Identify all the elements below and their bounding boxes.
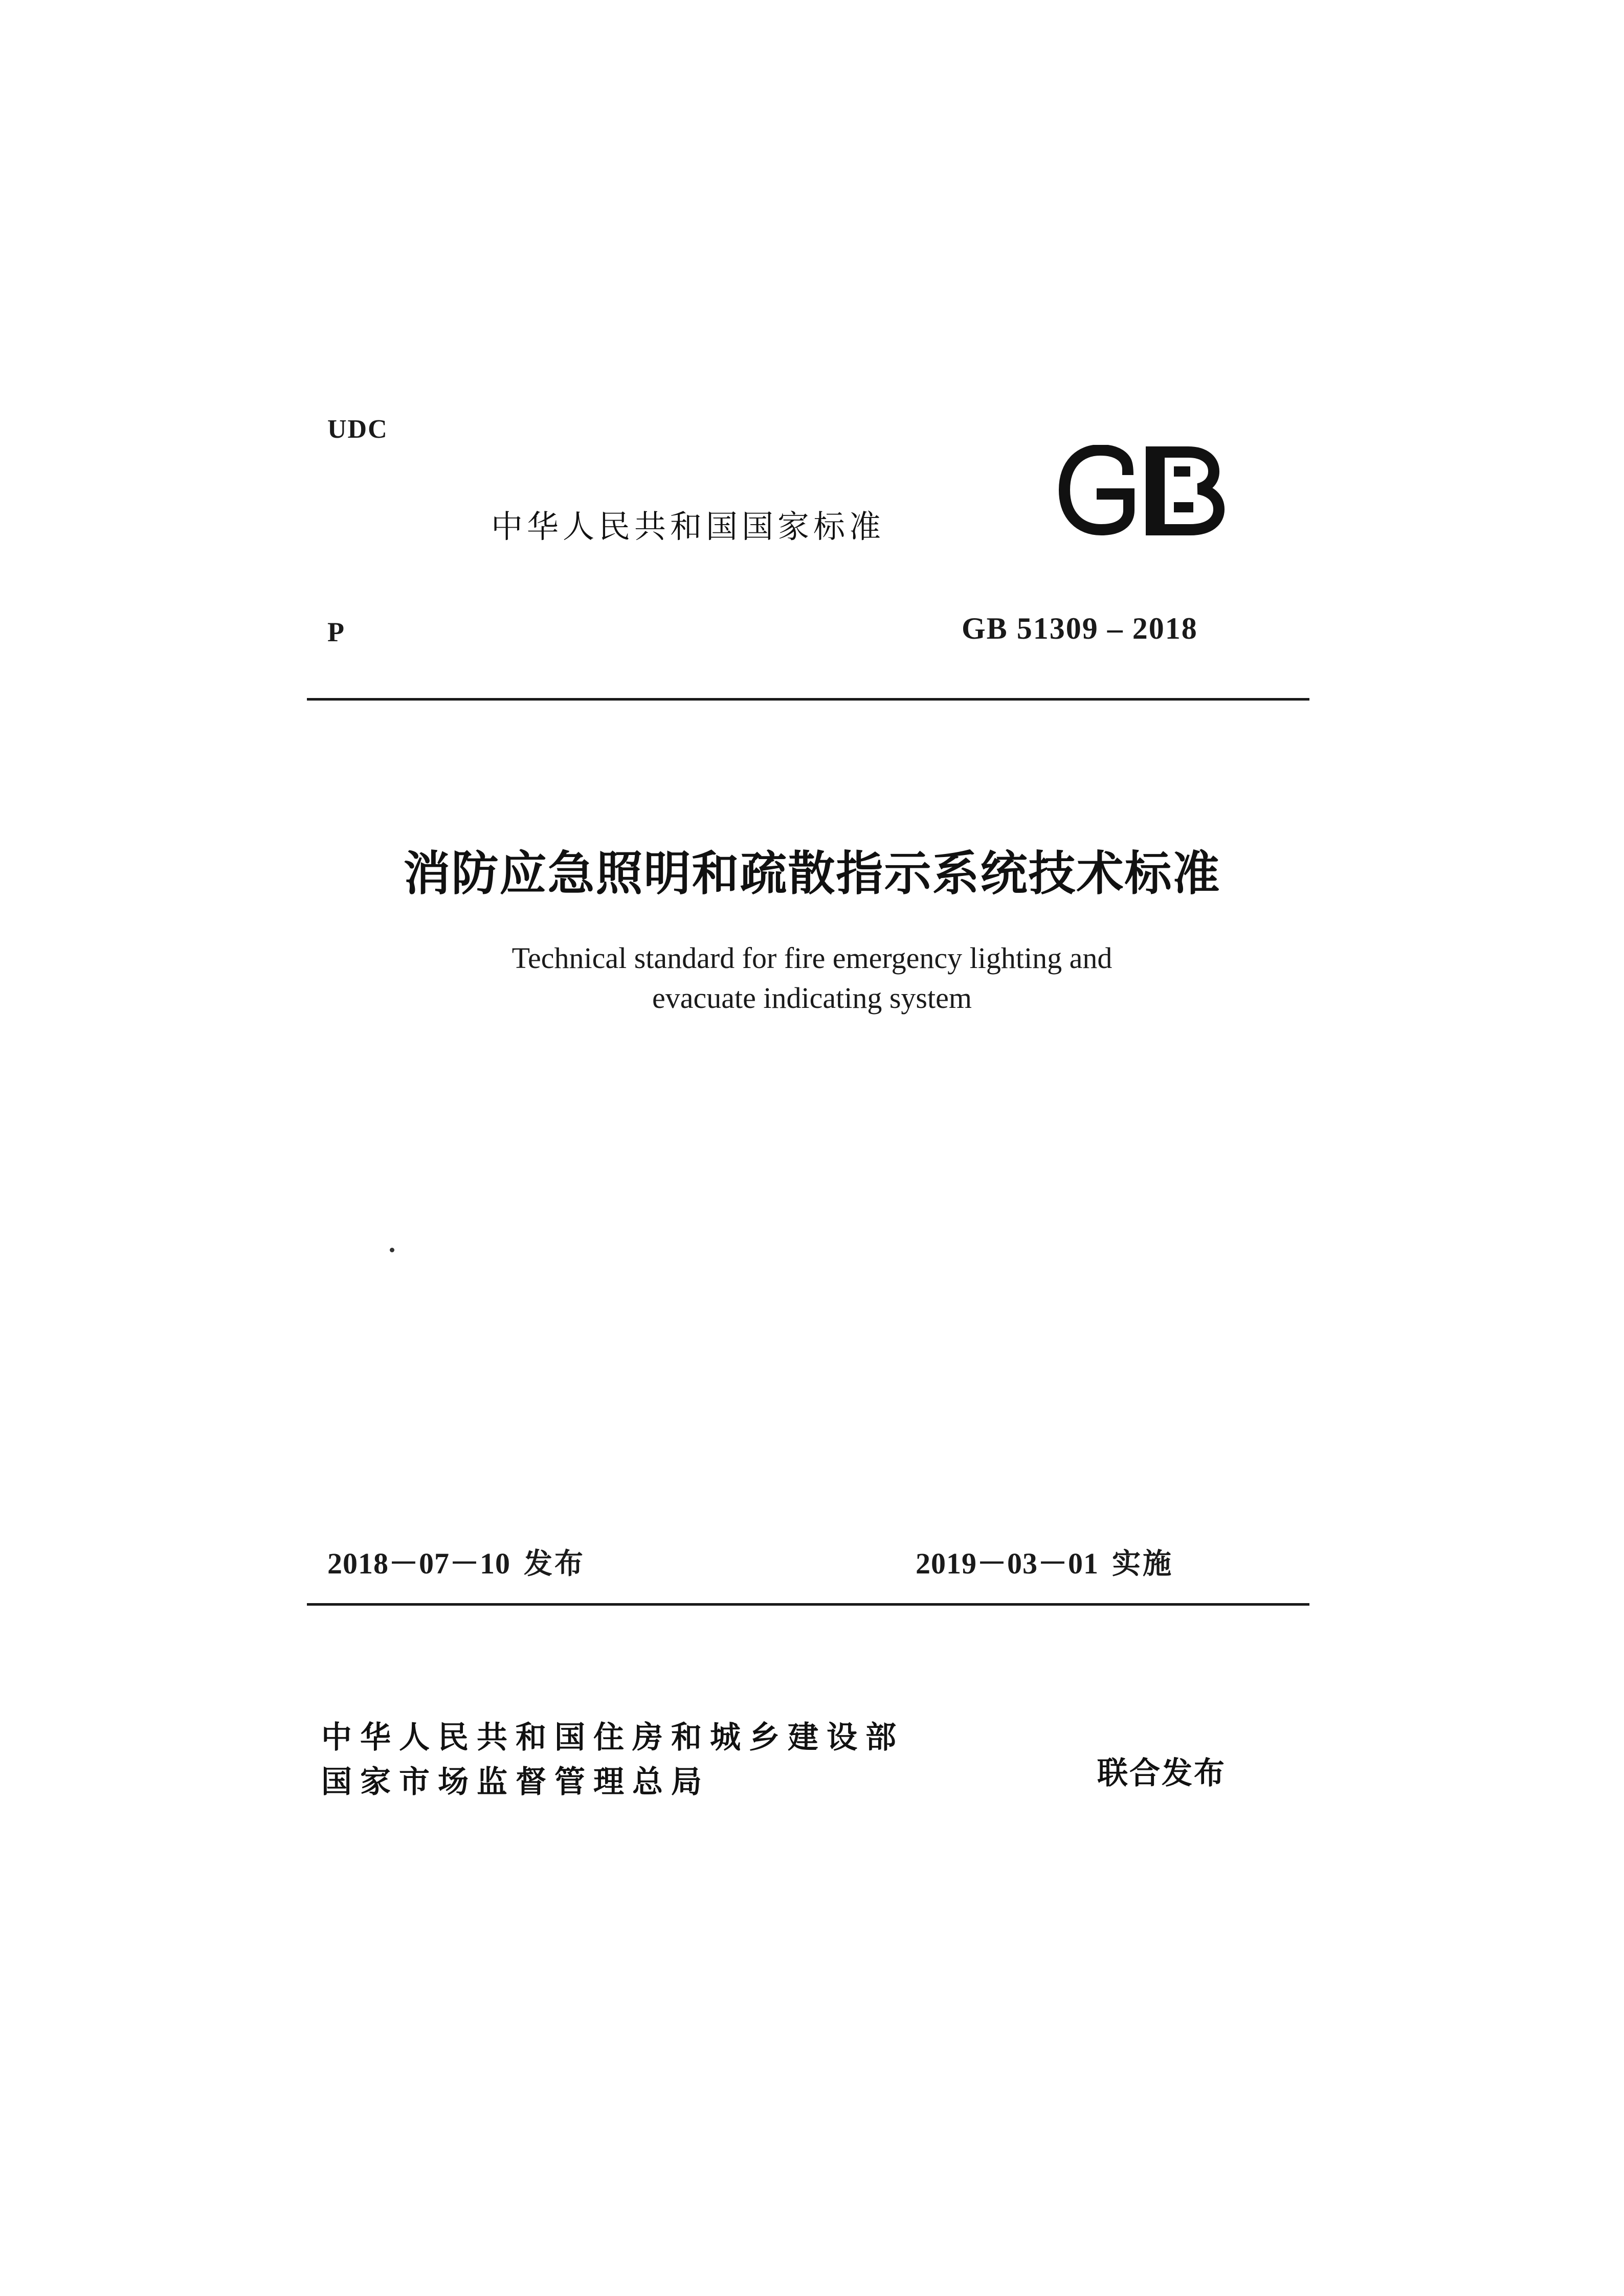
page-title-en — [0, 938, 1624, 1019]
issue-date-block — [327, 1539, 585, 1582]
standard-number: GB 51309 – 2018 — [962, 612, 1198, 645]
national-standard-heading: 中华人民共和国国家标准 — [491, 508, 885, 545]
publisher-line-2: 国家市场监督管理总局 — [321, 1764, 710, 1800]
publisher-block — [321, 1716, 904, 1805]
effective-date-value: 2019－03－01 — [916, 1547, 1099, 1580]
joint-issue-label: 联合发布 — [1097, 1755, 1226, 1791]
page-title-en-line2: evacuate indicating system — [652, 981, 972, 1015]
divider-top — [307, 698, 1309, 701]
gb-logo-icon — [1051, 445, 1240, 542]
issue-date-value: 2018－07－10 — [327, 1547, 511, 1580]
publisher-line-1: 中华人民共和国住房和城乡建设部 — [321, 1720, 904, 1755]
effective-date-label: 实施 — [1112, 1547, 1174, 1581]
decorative-dot — [390, 1248, 394, 1252]
divider-bottom — [307, 1603, 1309, 1606]
effective-date-block — [916, 1539, 1173, 1582]
classification-letter: P — [327, 617, 344, 647]
page-title-cn: 消防应急照明和疏散指示系统技术标准 — [403, 846, 1221, 901]
udc-label: UDC — [327, 415, 388, 444]
page-title-en-line1: Technical standard for fire emergency lighting and — [511, 941, 1113, 975]
issue-date-label: 发布 — [524, 1547, 586, 1581]
